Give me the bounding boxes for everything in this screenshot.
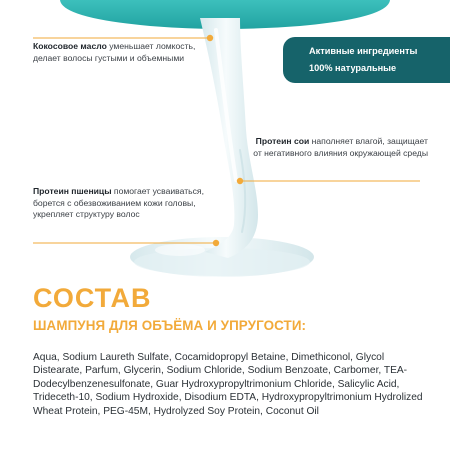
- badge-line-2: 100% натуральные: [309, 63, 397, 73]
- callout-wheat: [33, 186, 205, 221]
- ingredients-list: Aqua, Sodium Laureth Sulfate, Cocamidopropyl Betaine, Dimethiconol, Glycol Distearate, Parfum, Glycerin, Sodium Chloride, Sodium Benzoate, Carbomer, TEA-Dodecylbenzenesulfonate, Guar Hydroxypropyltrimonium Chloride, Salicylic Acid, Trideceth-10, Sodium Hydroxide, Disodium EDTA, Hydroxypropyltrimonium Hydrolized Wheat Protein, PEG-45M, Hydrolyzed Soy Protein, Coconut Oil: [33, 352, 423, 417]
- callout-soy-text: наполняет влагой, защищает от негативного влияния окружающей среды: [253, 136, 428, 158]
- badge-line-1: Активные ингредиенты: [309, 46, 418, 56]
- callout-wheat-title: Протеин пшеницы: [33, 186, 112, 196]
- callout-coconut-title: Кокосовое масло: [33, 41, 107, 51]
- callout-coconut: [33, 41, 213, 64]
- callout-soy: [250, 136, 428, 159]
- callout-coconut-text: уменьшает ломкость, делает волосы густыми и объемными: [33, 41, 196, 63]
- composition-subtitle: ШАМПУНЯ ДЛЯ ОБЪЁМА И УПРУГОСТИ:: [33, 318, 307, 333]
- callout-wheat-text: помогает усваиваться, борется с обезвоживанием кожи головы, укрепляет структуру волос: [33, 186, 204, 219]
- composition-title: СОСТАВ: [33, 283, 152, 313]
- active-ingredients-badge: [283, 37, 450, 83]
- callout-soy-title: Протеин сои: [255, 136, 310, 146]
